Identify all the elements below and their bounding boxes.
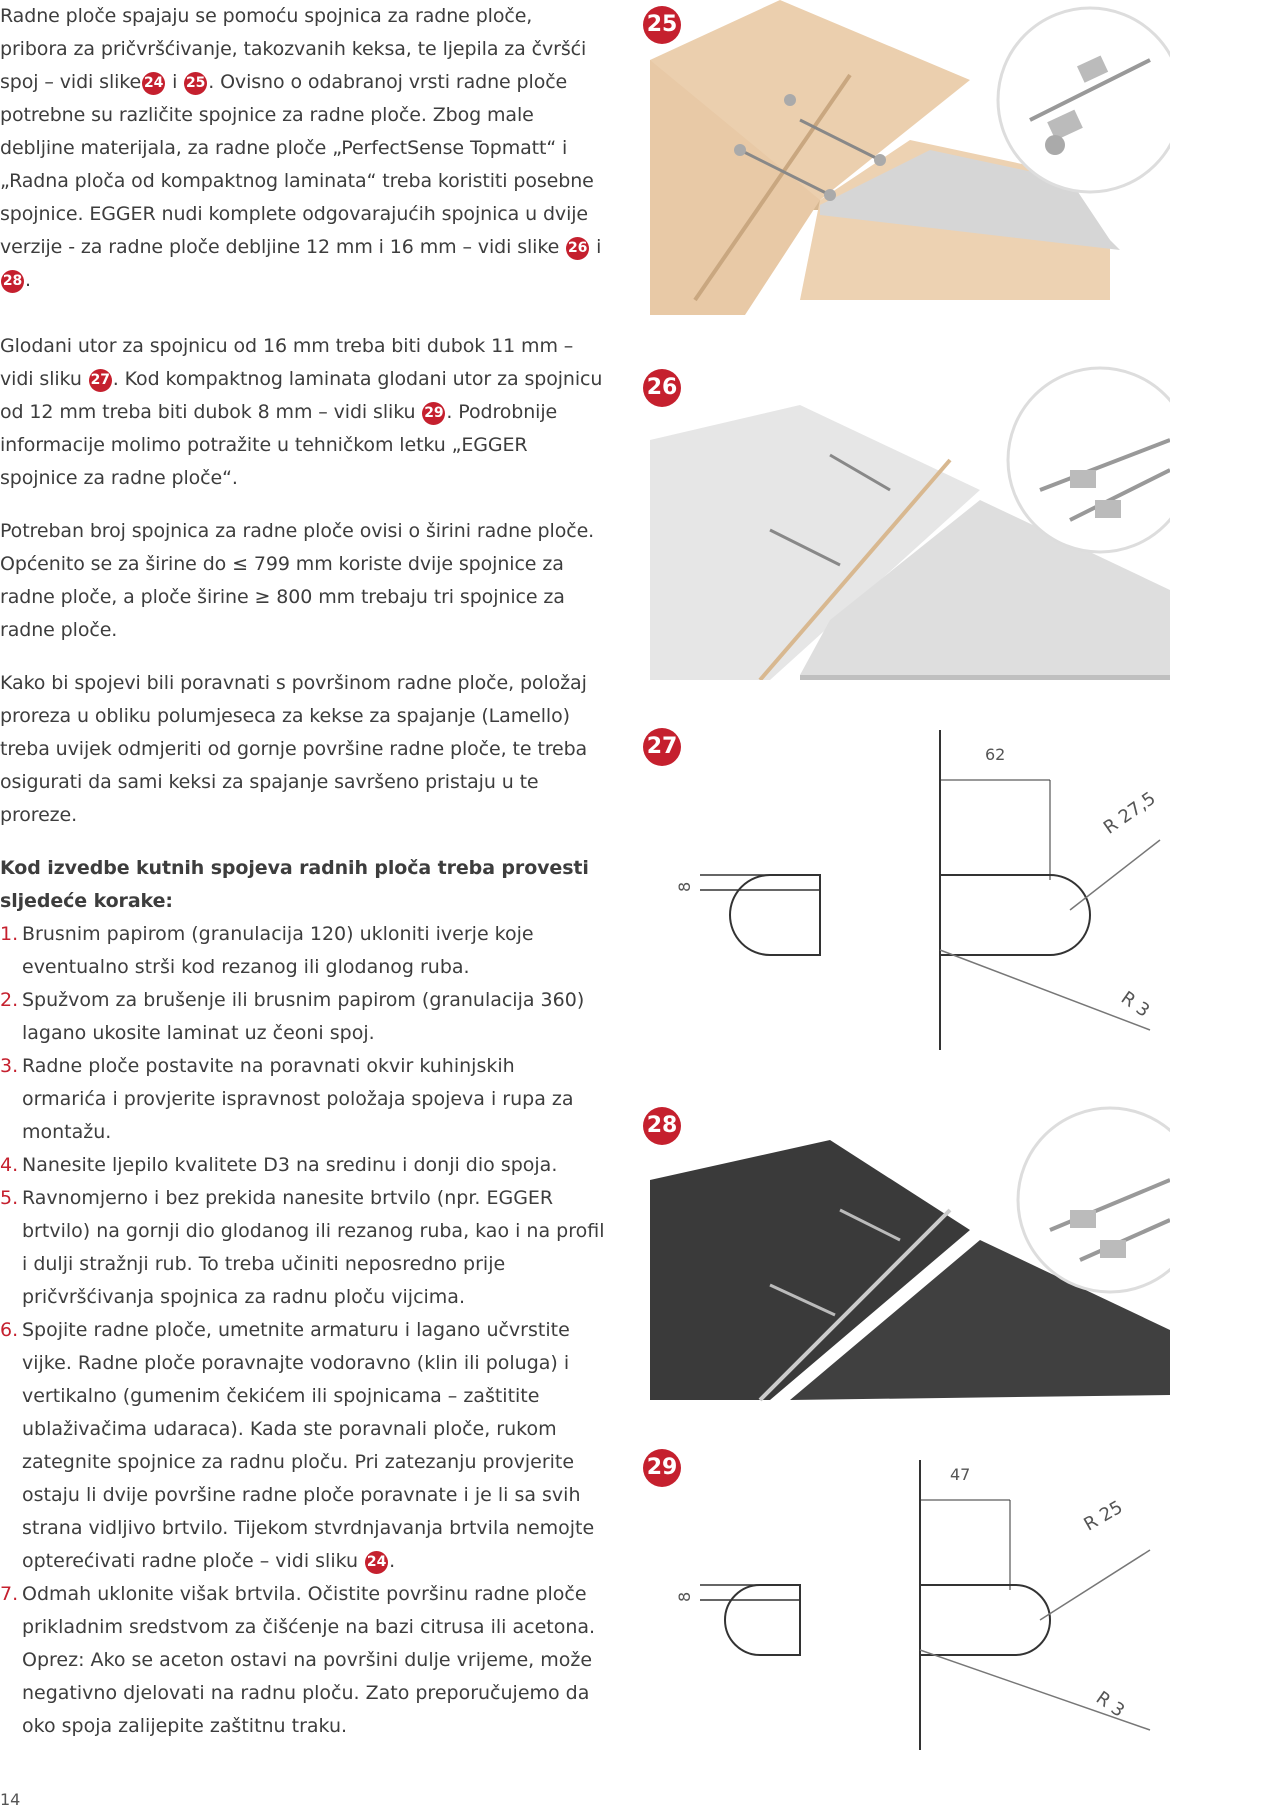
text-run: . Podrobnije informacije molimo potražite u tehničkom letku „EGGER spojnice za radne ploče“.: [0, 401, 558, 489]
step-number: 6.: [0, 1319, 19, 1341]
steps-list: [0, 918, 605, 1743]
step-item: [0, 918, 605, 984]
step-number: 7.: [0, 1583, 19, 1605]
figure-29-groove-diagram: [650, 1440, 1170, 1760]
text-run: Nanesite ljepilo kvalitete D3 na sredinu i donji dio spoja.: [22, 1154, 558, 1176]
step-item: [0, 984, 605, 1050]
radius-3-label: R 3: [1116, 987, 1154, 1022]
figure-25-badge: 25: [643, 6, 681, 44]
step-item: [0, 1182, 605, 1314]
figure-26-badge: 26: [643, 369, 681, 407]
figure-reference-badge: 27: [89, 369, 112, 392]
steps-heading: Kod izvedbe kutnih spojeva radnih ploča treba provesti sljedeće korake:: [0, 857, 589, 912]
dimension-62: 62: [985, 745, 1006, 764]
text-run: i: [166, 71, 184, 93]
step-number: 2.: [0, 989, 19, 1011]
paragraph-groove: [0, 330, 605, 495]
figure-28-badge: 28: [643, 1107, 681, 1145]
text-run: Radne ploče spajaju se pomoću spojnica za radne ploče, pribora za pričvršćivanje, takozvanih keksa, te ljepila za čvršći spoj – vidi slike: [0, 5, 587, 93]
figure-reference-badge: 26: [566, 237, 589, 260]
text-run: .: [25, 269, 31, 291]
dimension-47: 47: [950, 1465, 971, 1484]
figure-28-dark-compact-joint: [650, 1100, 1170, 1420]
text-run: Odmah uklonite višak brtvila. Očistite površinu radne ploče prikladnim sredstvom za čišćenje na bazi citrusa ili acetona. Oprez: Ako se aceton ostavi na površini dulje vrijeme, može negativno djelovati na radnu ploču. Zato preporučujemo da oko spoja zalijepite zaštitnu traku.: [22, 1583, 596, 1737]
dimension-8: 8: [675, 881, 694, 892]
page-number: 14: [0, 1790, 21, 1809]
step-number: 3.: [0, 1055, 19, 1077]
step-number: 5.: [0, 1187, 19, 1209]
figure-29-badge: 29: [643, 1449, 681, 1487]
figure-reference-badge: 24: [142, 72, 165, 95]
step-item: [0, 1578, 605, 1743]
text-run: . Ovisno o odabranoj vrsti radne ploče potrebne su različite spojnice za radne ploče. Zbog male debljine materijala, za radne ploče „PerfectSense Topmatt“ i „Radna ploča od kompaktnog laminata“ treba koristiti posebne spojnice. EGGER nudi komplete odgovarajućih spojnica u dvije verzije - za radne ploče debljine 12 mm i 16 mm – vidi slike: [0, 71, 594, 258]
text-run: Brusnim papirom (granulacija 120) ukloniti iverje koje eventualno strši kod rezanog ili glodanog ruba.: [22, 923, 534, 978]
step-item: [0, 1050, 605, 1149]
text-run: Spužvom za brušenje ili brusnim papirom (granulacija 360) lagano ukosite laminat uz čeoni spoj.: [22, 989, 585, 1044]
step-number: 1.: [0, 923, 19, 945]
figure-27-badge: 27: [643, 728, 681, 766]
text-run: Spojite radne ploče, umetnite armaturu i lagano učvrstite vijke. Radne ploče poravnajte vodoravno (klin ili poluga) i vertikalno (gumenim čekićem ili spojnicama – zaštitite ublaživačima udaraca). Kada ste poravnali ploče, rukom zategnite spojnice za radnu ploču. Pri zatezanju provjerite ostaju li dvije površine radne ploče poravnate i je li sa svih strana vidljivo brtvilo. Tijekom stvrdnjavanja brtvila nemojte opterećivati radne ploče – vidi sliku: [22, 1319, 595, 1572]
step-number: 4.: [0, 1154, 19, 1176]
figure-26-compact-joint: [650, 360, 1170, 680]
paragraph-intro: [0, 0, 605, 297]
paragraph-alignment: Kako bi spojevi bili poravnati s površinom radne ploče, položaj proreza u obliku polumjeseca za kekse za spajanje (Lamello) treba uvijek odmjeriti od gornje površine radne ploče, te treba osigurati da sami keksi za spajanje savršeno pristaju u te proreze.: [0, 672, 588, 826]
figure-reference-badge: 29: [422, 402, 445, 425]
radius-25-label: R 25: [1080, 1496, 1127, 1536]
text-run: . Kod kompaktnog laminata glodani utor za spojnicu od 12 mm treba biti dubok 8 mm – vidi sliku: [0, 368, 603, 423]
text-run: Ravnomjerno i bez prekida nanesite brtvilo (npr. EGGER brtvilo) na gornji dio glodanog ili rezanog ruba, kao i na profil i dulji stražnji rub. To treba učiniti neposredno prije pričvršćivanja spojnica za radnu ploču vijcima.: [22, 1187, 605, 1308]
text-run: Radne ploče postavite na poravnati okvir kuhinjskih ormarića i provjerite ispravnost položaja spojeva i rupa za montažu.: [22, 1055, 574, 1143]
text-run: .: [389, 1550, 396, 1572]
figure-reference-badge: 24: [365, 1551, 388, 1574]
figure-reference-badge: 28: [1, 270, 24, 293]
figure-25-worktop-joint: [650, 0, 1170, 320]
step-item: [0, 1149, 605, 1182]
dimension-8: 8: [675, 1591, 694, 1602]
paragraph-count: Potreban broj spojnica za radne ploče ovisi o širini radne ploče. Općenito se za širine do ≤ 799 mm koriste dvije spojnice za radne ploče, a ploče širine ≥ 800 mm trebaju tri spojnice za radne ploče.: [0, 520, 595, 641]
step-item: [0, 1314, 605, 1578]
radius-27-5-label: R 27,5: [1099, 787, 1160, 839]
radius-3-label: R 3: [1091, 1687, 1129, 1722]
figure-reference-badge: 25: [184, 72, 207, 95]
text-run: i: [590, 236, 602, 258]
figure-27-groove-diagram: [650, 720, 1170, 1060]
text-column: [0, 0, 605, 1743]
text-run: Glodani utor za spojnicu od 16 mm treba biti dubok 11 mm – vidi sliku: [0, 335, 574, 390]
